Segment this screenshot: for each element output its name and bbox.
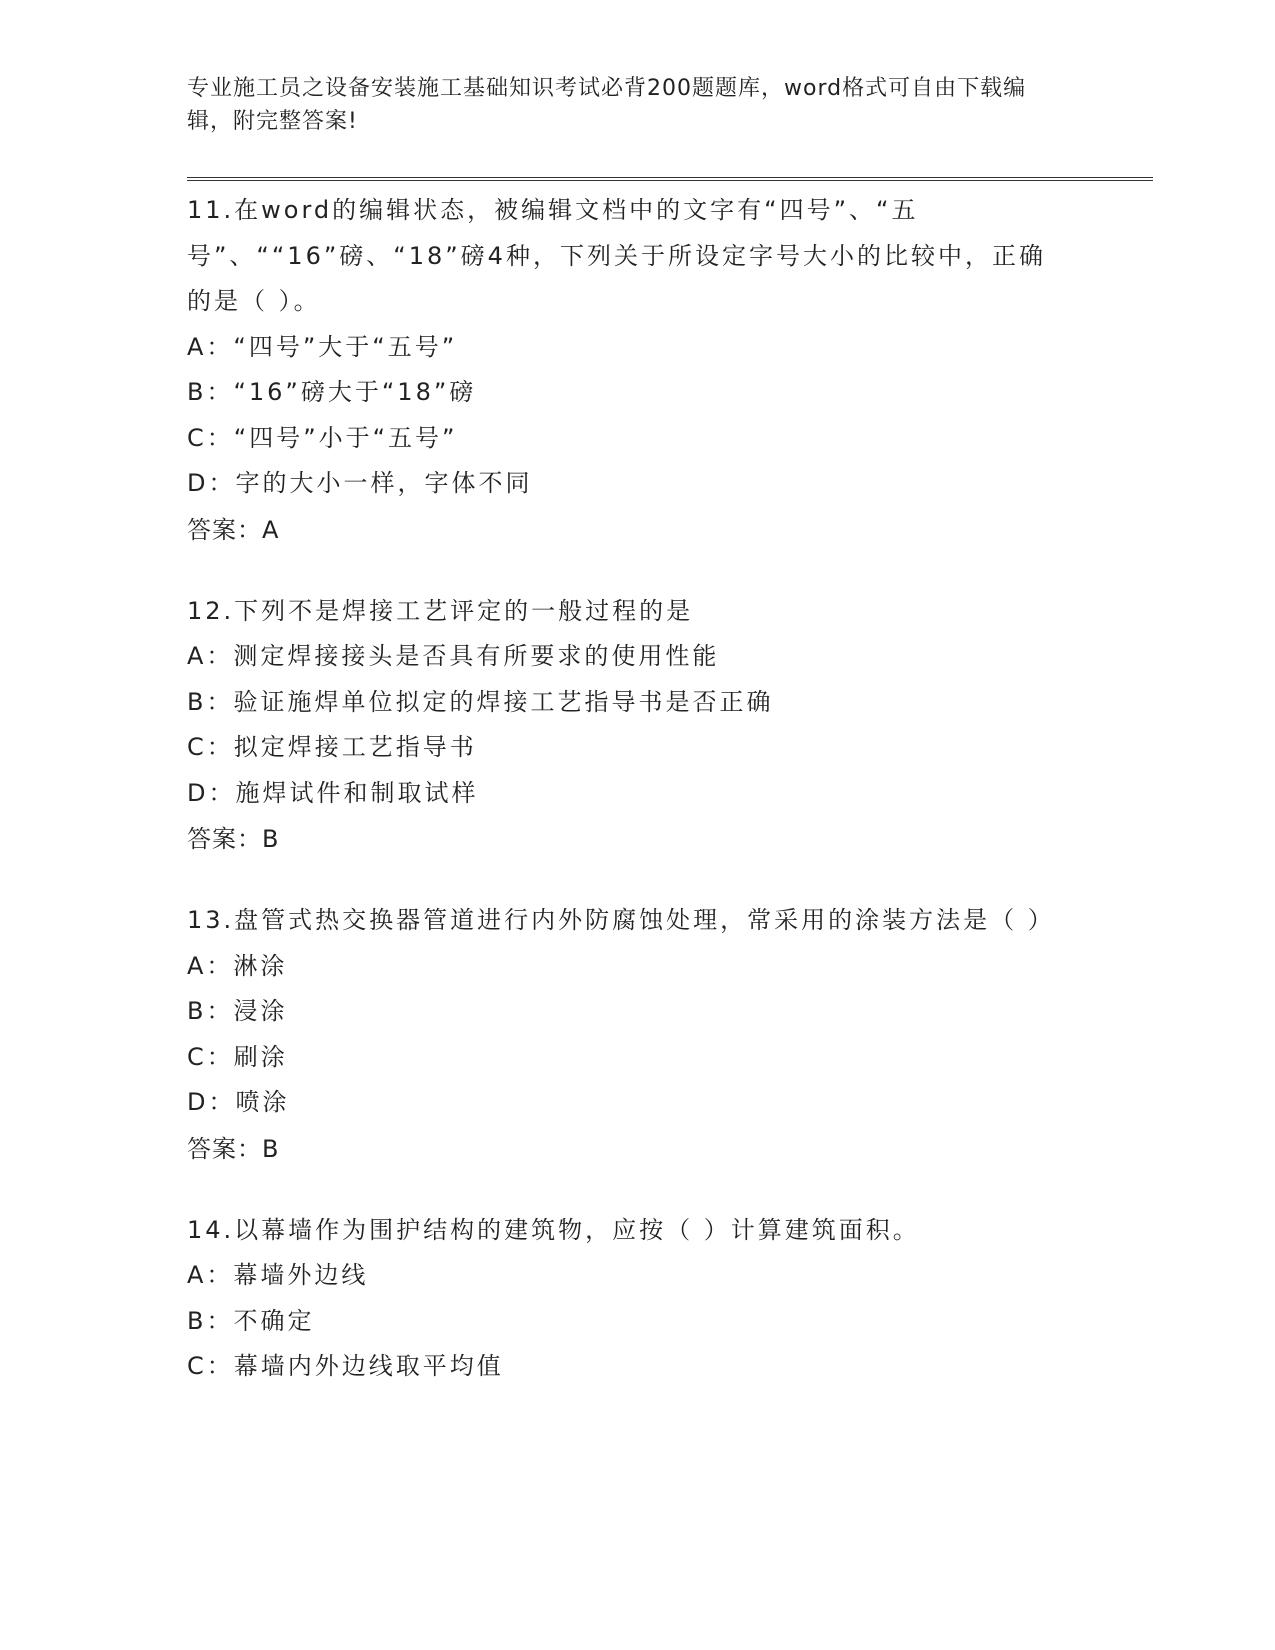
option-b: B：“16”磅大于“18”磅 <box>187 378 477 406</box>
option-d: D：施焊试件和制取试样 <box>187 778 479 807</box>
option-a: A：淋涂 <box>187 951 288 980</box>
option-c: C：刷涂 <box>187 1042 288 1071</box>
option-b: B：浸涂 <box>187 997 288 1025</box>
answer-line: 答案：B <box>187 825 280 853</box>
document-header: 专业施工员之设备安装施工基础知识考试必背200题题库，word格式可自由下载编辑，附完整答案! <box>187 76 1027 134</box>
question-11 <box>187 188 1067 553</box>
option-b: B：不确定 <box>187 1306 315 1335</box>
question-stem: 13.盘管式热交换器管道进行内外防腐蚀处理，常采用的涂装方法是（ ） <box>187 906 1055 934</box>
option-d: D：字的大小一样，字体不同 <box>187 469 533 497</box>
answer-line: 答案：A <box>187 515 280 544</box>
question-13 <box>187 898 1067 1172</box>
option-b: B：验证施焊单位拟定的焊接工艺指导书是否正确 <box>187 687 774 716</box>
question-list <box>187 188 1067 1426</box>
option-c: C：幕墙内外边线取平均值 <box>187 1352 504 1380</box>
question-12 <box>187 589 1067 863</box>
option-a: A：“四号”大于“五号” <box>187 332 458 361</box>
option-d: D：喷涂 <box>187 1088 290 1116</box>
option-c: C：“四号”小于“五号” <box>187 423 458 452</box>
header-divider <box>187 177 1153 181</box>
option-a: A：测定焊接接头是否具有所要求的使用性能 <box>187 642 720 670</box>
question-stem: 12.下列不是焊接工艺评定的一般过程的是 <box>187 596 694 625</box>
question-stem: 14.以幕墙作为围护结构的建筑物，应按（ ）计算建筑面积。 <box>187 1215 920 1244</box>
answer-line: 答案：B <box>187 1134 280 1163</box>
question-stem: 11.在word的编辑状态，被编辑文档中的文字有“四号”、“五号”、““16”磅、“18”磅4种，下列关于所设定字号大小的比较中，正确的是（ ）。 <box>187 196 1046 315</box>
option-c: C：拟定焊接工艺指导书 <box>187 733 477 761</box>
question-14 <box>187 1208 1067 1390</box>
option-a: A：幕墙外边线 <box>187 1261 369 1289</box>
